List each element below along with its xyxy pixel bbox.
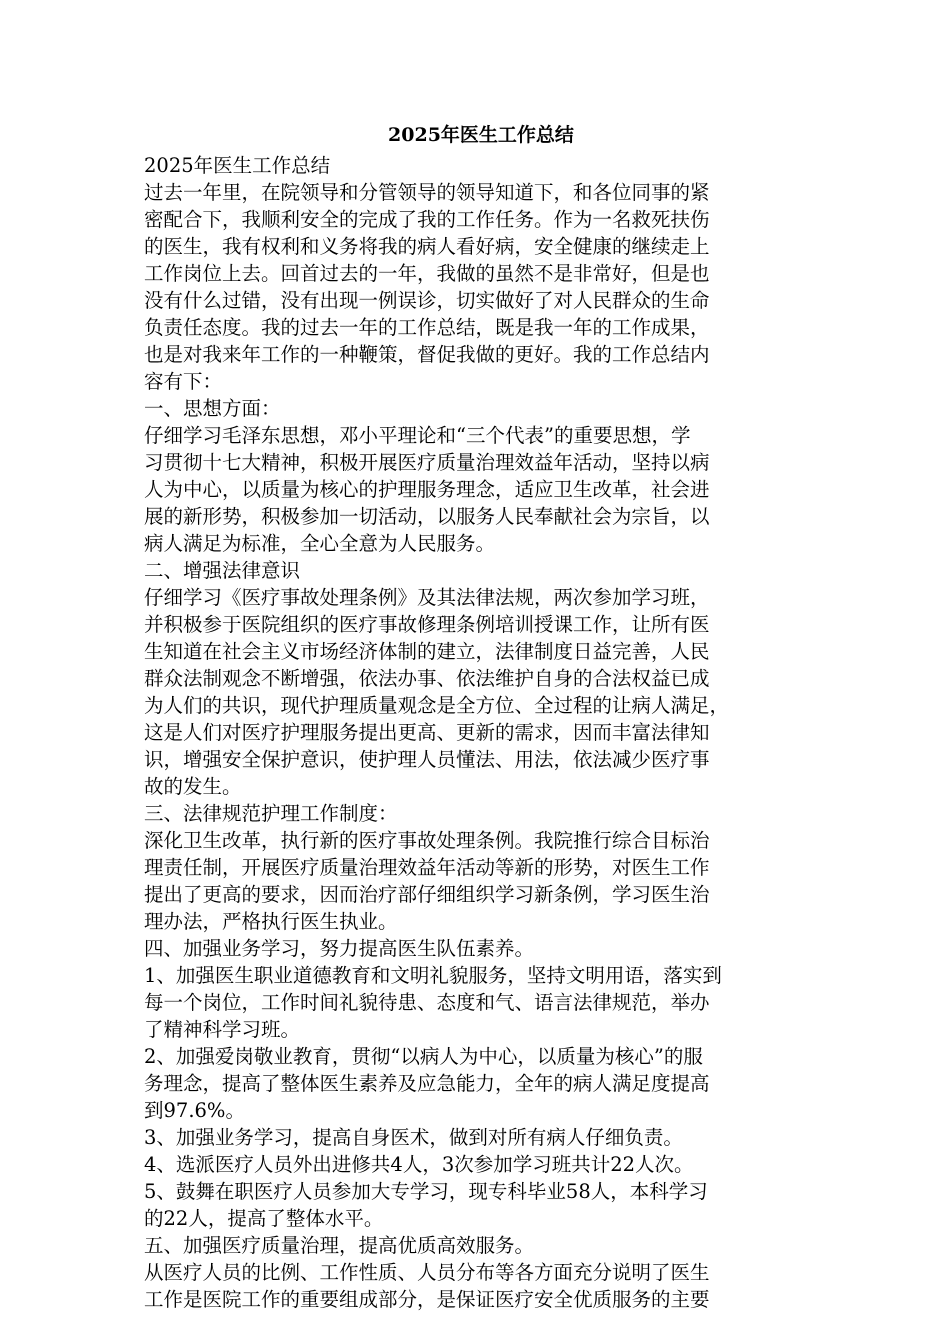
text-line: 每一个岗位，工作时间礼貌待患、态度和气、语言法律规范，举办 xyxy=(144,991,710,1014)
text-line: 四、加强业务学习，努力提高医生队伍素养。 xyxy=(144,937,535,960)
text-line: 密配合下，我顺利安全的完成了我的工作任务。作为一名救死扶伤 xyxy=(144,208,710,231)
text-line: 5、鼓舞在职医疗人员参加大专学习，现专科毕业58人，本科学习 xyxy=(144,1180,708,1203)
text-line: 二、增强法律意识 xyxy=(144,559,301,582)
text-line: 1、加强医生职业道德教育和文明礼貌服务，坚持文明用语，落实到 xyxy=(144,964,722,987)
text-line: 这是人们对医疗护理服务提出更高、更新的需求，因而丰富法律知 xyxy=(144,721,710,744)
text-line: 理责任制，开展医疗质量治理效益年活动等新的形势，对医生工作 xyxy=(144,856,710,879)
text-line: 工作岗位上去。回首过去的一年，我做的虽然不是非常好，但是也 xyxy=(144,262,710,285)
text-line: 3、加强业务学习，提高自身医术，做到对所有病人仔细负责。 xyxy=(144,1126,683,1149)
text-line: 务理念，提高了整体医生素养及应急能力，全年的病人满足度提高 xyxy=(144,1072,710,1095)
text-line: 仔细学习毛泽东思想，邓小平理论和“三个代表”的重要思想，学 xyxy=(144,424,691,447)
text-line: 的22人，提高了整体水平。 xyxy=(144,1207,384,1230)
text-line: 仔细学习《医疗事故处理条例》及其法律法规，两次参加学习班， xyxy=(144,586,710,609)
text-line: 从医疗人员的比例、工作性质、人员分布等各方面充分说明了医生 xyxy=(144,1261,710,1284)
document-title: 2025年医生工作总结 xyxy=(388,124,574,146)
text-line: 为人们的共识，现代护理质量观念是全方位、全过程的让病人满足， xyxy=(144,694,730,717)
text-line: 识，增强安全保护意识，使护理人员懂法、用法，依法减少医疗事 xyxy=(144,748,710,771)
text-line: 2025年医生工作总结 xyxy=(144,154,331,177)
text-line: 一、思想方面： xyxy=(144,397,281,420)
text-line: 生知道在社会主义市场经济体制的建立，法律制度日益完善，人民 xyxy=(144,640,710,663)
text-line: 病人满足为标准，全心全意为人民服务。 xyxy=(144,532,496,555)
text-line: 没有什么过错，没有出现一例误诊，切实做好了对人民群众的生命 xyxy=(144,289,710,312)
document-body xyxy=(144,152,810,1313)
text-line: 人为中心，以质量为核心的护理服务理念，适应卫生改革，社会进 xyxy=(144,478,710,501)
text-line: 故的发生。 xyxy=(144,775,242,798)
text-line: 提出了更高的要求，因而治疗部仔细组织学习新条例，学习医生治 xyxy=(144,883,710,906)
document-page xyxy=(144,118,810,1313)
text-line: 也是对我来年工作的一种鞭策，督促我做的更好。我的工作总结内 xyxy=(144,343,710,366)
text-line: 工作是医院工作的重要组成部分，是保证医疗安全优质服务的主要 xyxy=(144,1288,710,1311)
text-line: 负责任态度。我的过去一年的工作总结，既是我一年的工作成果， xyxy=(144,316,710,339)
text-line: 习贯彻十七大精神，积极开展医疗质量治理效益年活动，坚持以病 xyxy=(144,451,710,474)
text-line: 群众法制观念不断增强，依法办事、依法维护自身的合法权益已成 xyxy=(144,667,710,690)
text-line: 三、法律规范护理工作制度： xyxy=(144,802,398,825)
text-line: 的医生，我有权利和义务将我的病人看好病，安全健康的继续走上 xyxy=(144,235,710,258)
text-line: 2、加强爱岗敬业教育，贯彻“以病人为中心，以质量为核心”的服 xyxy=(144,1045,703,1068)
text-line: 并积极参于医院组织的医疗事故修理条例培训授课工作，让所有医 xyxy=(144,613,710,636)
text-line: 过去一年里，在院领导和分管领导的领导知道下，和各位同事的紧 xyxy=(144,181,710,204)
text-line: 理办法，严格执行医生执业。 xyxy=(144,910,398,933)
text-line: 深化卫生改革，执行新的医疗事故处理条例。我院推行综合目标治 xyxy=(144,829,710,852)
text-line: 展的新形势，积极参加一切活动，以服务人民奉献社会为宗旨，以 xyxy=(144,505,710,528)
text-line: 4、选派医疗人员外出进修共4人，3次参加学习班共计22人次。 xyxy=(144,1153,694,1176)
text-line: 五、加强医疗质量治理，提高优质高效服务。 xyxy=(144,1234,535,1257)
text-line: 到97.6%。 xyxy=(144,1099,245,1122)
text-line: 了精神科学习班。 xyxy=(144,1018,301,1041)
text-line: 容有下： xyxy=(144,370,223,393)
